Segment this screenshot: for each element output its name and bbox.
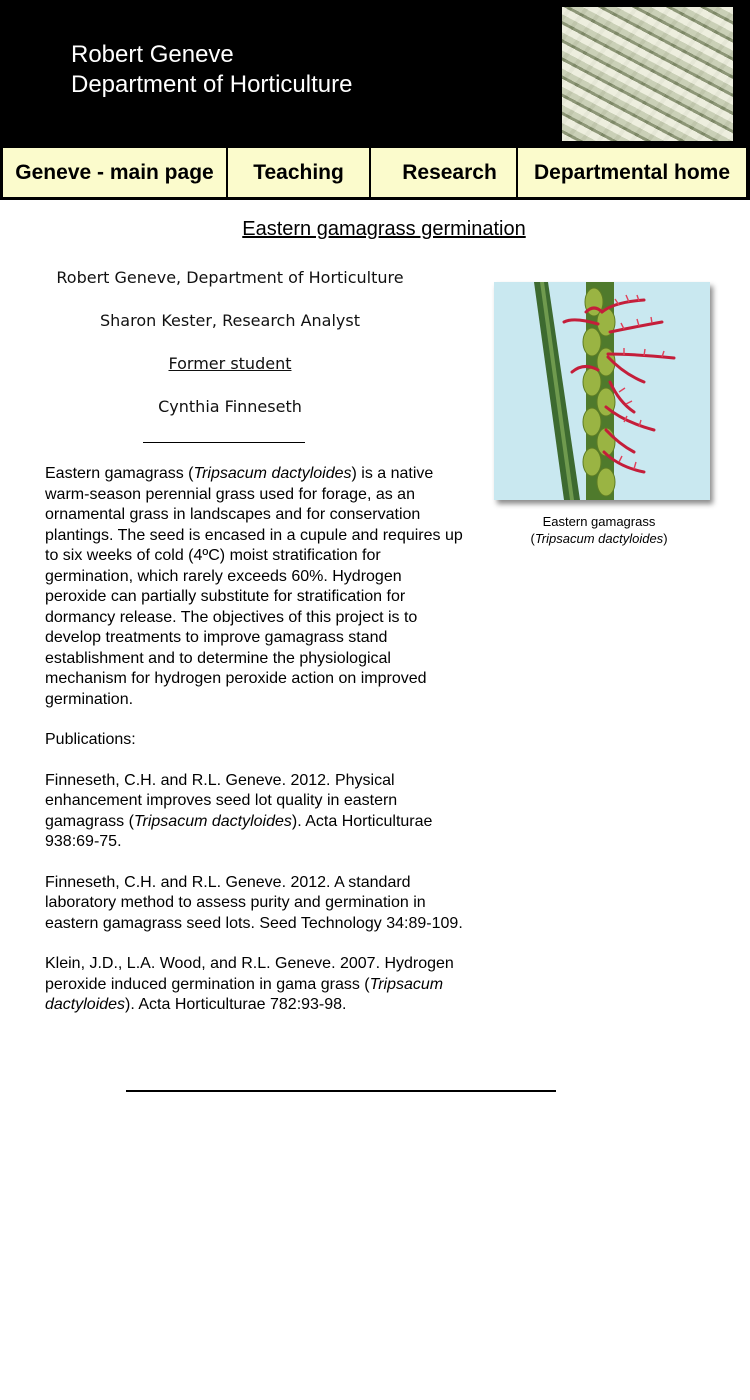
former-student-line: [0, 354, 460, 373]
site-header: [0, 0, 750, 145]
page-title: Eastern gamagrass germination: [242, 218, 526, 240]
nav-link-teaching[interactable]: Teaching: [228, 148, 369, 197]
main-nav: [0, 145, 750, 200]
site-title: [71, 40, 352, 100]
nav-link-departmental-home[interactable]: Departmental home: [518, 148, 746, 197]
species-name: Tripsacum dactyloides: [534, 531, 664, 546]
caption-scientific-name: [494, 530, 704, 547]
credit-finneseth: Cynthia Finneseth: [158, 397, 302, 416]
caption-paren-close: ): [663, 531, 668, 546]
credit-kester: Sharon Kester, Research Analyst: [100, 311, 360, 330]
publication-text-end: ). Acta Horticulturae 938:69-75.: [45, 812, 433, 850]
publication-text: Finneseth, C.H. and R.L. Geneve. 2012. A standard laboratory method to assess purity and germination in eastern gamagrass seed lots. Seed Technology 34:89-109.: [45, 873, 463, 932]
publication-text-end: ). Acta Horticulturae 782:93-98.: [125, 996, 347, 1013]
species-name: Tripsacum dactyloides: [133, 812, 292, 830]
photo-caption: [494, 513, 704, 547]
publication-item: [45, 873, 465, 935]
intro-text-rest: ) is a native warm-season perennial grass used for forage, as an ornamental grass in landscapes and for conservation plantings. The seed is encased in a cupule and requires up to six weeks of cold (4ºC) moist stratification for germination, which rarely exceeds 60%. Hydrogen peroxide can partially substitute for stratification for dormancy release. The objectives of this project is to develop treatments to improve gamagrass stand establishment and to determine the physiological mechanism for hydrogen peroxide action on improved germination.: [45, 465, 463, 708]
publication-item: [45, 954, 465, 1016]
nav-link-research[interactable]: Research: [371, 148, 516, 197]
gamagrass-photo: [494, 282, 710, 500]
seed-photo-icon: [562, 7, 733, 141]
department-name: Department of Horticulture: [71, 71, 353, 98]
intro-text-start: Eastern gamagrass (: [45, 465, 194, 482]
publication-text: Finneseth, C.H. and R.L. Geneve. 2012. Physical enhancement improves seed lot quality in eastern gamagrass (: [45, 771, 398, 830]
credit-geneve: Robert Geneve, Department of Horticulture: [56, 268, 404, 287]
footer-divider: [126, 1090, 556, 1092]
gamagrass-flower-photo-icon: [494, 282, 710, 500]
section-divider: [143, 442, 305, 443]
species-name: Tripsacum dactyloides: [193, 465, 352, 482]
caption-paren-open: (: [530, 531, 535, 546]
publication-item: [45, 771, 465, 853]
article-body: [45, 464, 465, 1036]
nav-link-geneve-main[interactable]: Geneve - main page: [3, 148, 226, 197]
intro-paragraph: [45, 464, 465, 710]
species-name: Tripsacum dactyloides: [45, 975, 444, 1013]
caption-common-name: Eastern gamagrass: [542, 514, 656, 529]
author-name: Robert Geneve: [71, 41, 234, 68]
former-student-link[interactable]: Former student: [168, 354, 292, 373]
publications-heading: Publications:: [45, 731, 136, 748]
publication-text: Klein, J.D., L.A. Wood, and R.L. Geneve. 2007. Hydrogen peroxide induced germination in gama grass (: [45, 955, 454, 993]
